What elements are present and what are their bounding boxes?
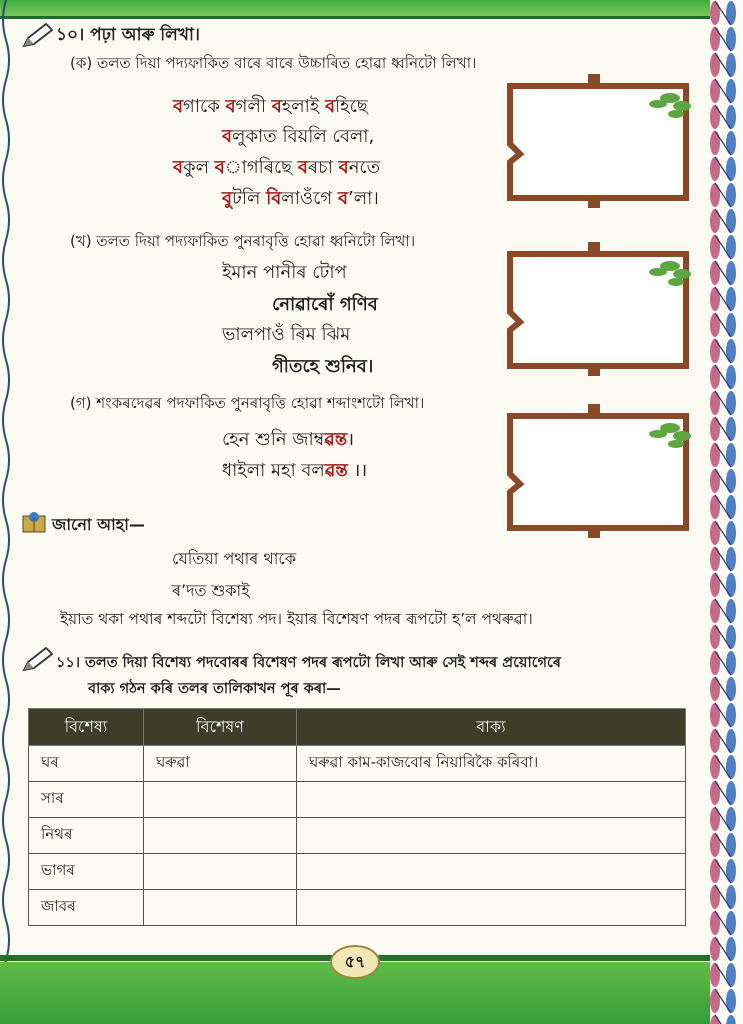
cell-sentence[interactable]	[297, 890, 686, 926]
poem-text: লাওঁগে	[281, 188, 338, 209]
poem-text: ’লা।	[347, 188, 379, 209]
section11-heading-line1: ১১। তলত দিয়া বিশেষ্য পদবোৰৰ বিশেষণ পদৰ ৰূপটো লিখা আৰু সেই শব্দৰ প্ৰয়োগেৰে	[56, 655, 561, 671]
poem-kha-line-1: ইমান পানীৰ টোপ	[222, 262, 347, 283]
poem-text: লুকাত বিয়লি বেলা,	[232, 126, 375, 147]
poem-text: টলি	[232, 188, 267, 209]
highlighted-sound: বু	[222, 188, 233, 209]
answer-table	[28, 708, 686, 926]
poem-text: ৰচা	[307, 157, 339, 178]
cell-noun: ঘৰ	[29, 746, 144, 782]
highlighted-sound: বি	[266, 188, 282, 209]
poem-ga-line-2	[222, 456, 367, 487]
section11-heading-line2: বাক্য গঠন কৰি তলৰ তালিকাখন পূৰ কৰা—	[88, 681, 341, 697]
poem-text: গলী	[235, 96, 272, 117]
part-ka-instruction: (ক) তলত দিয়া পদ্যফাকিত বাৰে বাৰে উচ্চাৰিত হোৱা ধ্বনিটো লিখা।	[70, 54, 477, 72]
poem-ka-line-4	[222, 184, 379, 215]
pencil-icon	[20, 22, 54, 50]
cell-sentence[interactable]: ঘৰুৱা কাম-কাজবোৰ নিয়াৰিকৈ কৰিবা।	[297, 746, 686, 782]
table-row	[29, 782, 686, 818]
poem-text: গাকে	[183, 96, 226, 117]
pencil-icon	[20, 646, 54, 674]
highlighted-sound: ব	[214, 157, 225, 178]
book-icon	[20, 510, 48, 534]
col-header-sentence: বাক্য	[297, 709, 686, 746]
poem-kha-line-2: নোৱাৰোঁ গণিব	[272, 294, 378, 315]
know-line-1: যেতিয়া পথাৰ থাকে	[172, 549, 297, 568]
part-kha-instruction: (খ) তলত দিয়া পদ্যফাকিত পুনৰাবৃত্তি হোৱা ধ্বনিটো লিখা।	[70, 232, 416, 250]
cell-adjective[interactable]	[144, 854, 297, 890]
poem-text: হেন শুনি জাম্ব	[222, 429, 325, 450]
poem-text: হিছে	[334, 96, 368, 117]
poem-text: ধাইলা মহা বল	[222, 460, 325, 481]
poem-ga-line-1	[222, 425, 354, 456]
right-twist-border	[703, 0, 743, 1024]
highlighted-sound: ব	[338, 157, 349, 178]
cell-adjective[interactable]	[144, 782, 297, 818]
highlighted-sound: ব	[271, 96, 282, 117]
cell-noun: সাৰ	[29, 782, 144, 818]
highlighted-sound: ব	[173, 96, 184, 117]
col-header-noun: বিশেষ্য	[29, 709, 144, 746]
poem-kha-line-3: ভালপাওঁ ৰিম ঝিম	[222, 324, 351, 345]
cell-sentence[interactable]	[297, 782, 686, 818]
poem-text: ।।	[347, 460, 368, 481]
table-row	[29, 746, 686, 782]
poem-text: ।	[347, 429, 355, 450]
col-header-adjective: বিশেষণ	[144, 709, 297, 746]
page-number: ৫৭	[330, 945, 380, 979]
cell-adjective[interactable]	[144, 818, 297, 854]
highlighted-sound: ব	[222, 126, 233, 147]
section10-heading: ১০। পঢ়া আৰু লিখা।	[56, 25, 200, 45]
answer-board-2	[500, 240, 700, 380]
table-header-row	[29, 709, 686, 746]
cell-adjective[interactable]	[144, 890, 297, 926]
highlighted-sound: ৱন্ত	[324, 460, 348, 481]
poem-ka-line-1	[173, 92, 368, 123]
cell-noun: নিথৰ	[29, 818, 144, 854]
poem-ka-line-3	[173, 153, 380, 184]
table-row	[29, 818, 686, 854]
highlighted-sound: ব	[297, 157, 308, 178]
poem-text: নতে	[348, 157, 381, 178]
table-row	[29, 854, 686, 890]
poem-kha-line-4: গীতহে শুনিব।	[272, 356, 374, 377]
highlighted-sound: ব	[225, 96, 236, 117]
poem-text: াগৰিছে	[224, 157, 298, 178]
know-line-2: ৰ’দত শুকাই	[172, 581, 250, 600]
poem-ka-line-2	[222, 122, 374, 153]
top-green-band	[0, 0, 710, 16]
poem-text: কুল	[183, 157, 215, 178]
part-ga-instruction: (গ) শংকৰদেৱৰ পদফাকিত পুনৰাবৃত্তি হোৱা শব্দাংশটো লিখা।	[70, 394, 425, 412]
highlighted-sound: ব	[173, 157, 184, 178]
top-band-line	[0, 16, 710, 19]
cell-adjective[interactable]: ঘৰুৱা	[144, 746, 297, 782]
highlighted-sound: ৱন্ত	[324, 429, 348, 450]
know-explanation: ইয়াত থকা পথাৰ শব্দটো বিশেষ্য পদ। ইয়াৰ বিশেষণ পদৰ ৰূপটো হ’ল পথৰুৱা।	[60, 610, 533, 628]
cell-noun: ভাগৰ	[29, 854, 144, 890]
table-row	[29, 890, 686, 926]
highlighted-sound: ব	[337, 188, 348, 209]
cell-noun: জাবৰ	[29, 890, 144, 926]
answer-board-1	[500, 72, 700, 212]
answer-board-3	[500, 402, 700, 542]
highlighted-sound: ব	[324, 96, 335, 117]
left-wave-border	[0, 0, 12, 1024]
poem-text: হলাই	[281, 96, 325, 117]
know-heading: জানো আহা—	[52, 515, 145, 534]
cell-sentence[interactable]	[297, 854, 686, 890]
cell-sentence[interactable]	[297, 818, 686, 854]
